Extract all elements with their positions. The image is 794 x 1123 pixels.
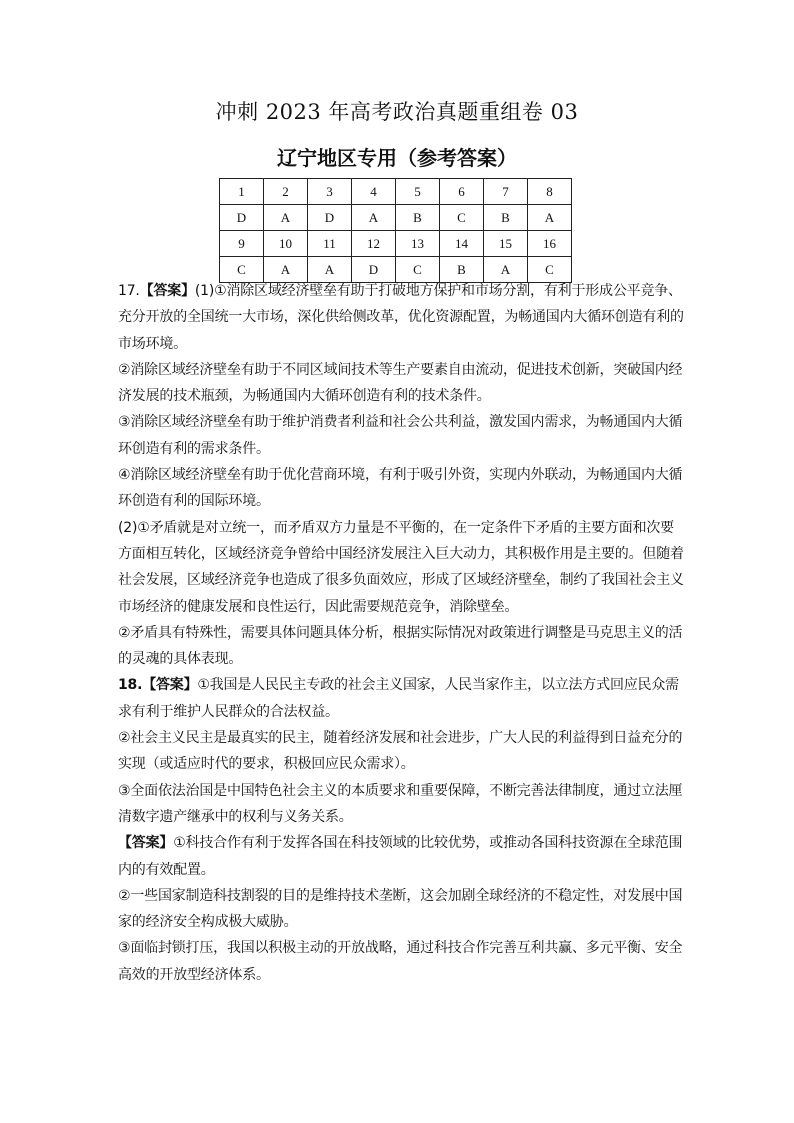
page-title: 冲刺 2023 年高考政治真题重组卷 03 bbox=[215, 100, 579, 124]
q18-answer-line: 18.【答案】①我国是人民民主专政的社会主义国家，人民当家作主，以立法方式回应民众需求有利于维护人民群众的合法权益。 bbox=[118, 677, 679, 720]
question-number-cell: 4 bbox=[352, 179, 396, 205]
q19-answer-line: ③面临封锁打压，我国以积极主动的开放战略，通过科技合作完善互利共赢、多元平衡、安全高效的开放型经济体系。 bbox=[118, 940, 683, 983]
q17-answer-line: ②矛盾具有特殊性，需要具体问题具体分析，根据实际情况对政策进行调整是马克思主义的活的灵魂的具体表现。 bbox=[118, 624, 683, 668]
q17-answer-line: ②消除区域经济壁垒有助于不同区域间技术等生产要素自由流动，促进技术创新，突破国内经济发展的技术瓶颈，为畅通国内大循环创造有利的技术条件。 bbox=[118, 361, 683, 405]
question-number-cell: 6 bbox=[440, 179, 484, 205]
answer-row bbox=[220, 205, 572, 231]
answer-cell: B bbox=[484, 205, 528, 231]
answer-cell: C bbox=[440, 205, 484, 231]
question-number-cell: 8 bbox=[528, 179, 572, 205]
q18-answer-line: ③全面依法治国是中国特色社会主义的本质要求和重要保障，不断完善法律制度，通过立法厘清数字遗产继承中的权利与义务关系。 bbox=[118, 782, 683, 825]
question-number-cell: 15 bbox=[484, 231, 528, 257]
question-number-cell: 1 bbox=[220, 179, 264, 205]
answer-cell: A bbox=[352, 205, 396, 231]
question-number-row bbox=[220, 231, 572, 257]
answer-cell: C bbox=[396, 257, 440, 283]
question-number-cell: 10 bbox=[264, 231, 308, 257]
question-number-cell: 14 bbox=[440, 231, 484, 257]
answer-cell: D bbox=[352, 257, 396, 283]
q17-answer-line: 17.【答案】(1)①消除区域经济壁垒有助于打破地方保护和市场分割，有利于形成公平竞争、充分开放的全国统一大市场，深化供给侧改革，优化资源配置，为畅通国内大循环创造有利的市场环境。 bbox=[118, 283, 684, 352]
q18-answer-line: ②社会主义民主是最真实的民主，随着经济发展和社会进步，广大人民的利益得到日益充分的实现（或适应时代的要求，积极回应民众需求）。 bbox=[118, 730, 683, 773]
q18-number: 18. bbox=[118, 677, 143, 694]
question-number-row bbox=[220, 179, 572, 205]
question-number-cell: 7 bbox=[484, 179, 528, 205]
question-number-cell: 12 bbox=[352, 231, 396, 257]
question-number-cell: 16 bbox=[528, 231, 572, 257]
q17-answer-line: ④消除区域经济壁垒有助于优化营商环境，有利于吸引外资，实现内外联动，为畅通国内大循环创造有利的国际环境。 bbox=[118, 467, 683, 510]
answer-cell: A bbox=[308, 257, 352, 283]
answer-tag: 【答案】 bbox=[142, 677, 198, 694]
q19-answer-line: 【答案】①科技合作有利于发挥各国在科技领域的比较优势，或推动各国科技资源在全球范围内的有效配置。 bbox=[118, 835, 683, 878]
q17-number: 17. bbox=[118, 283, 140, 299]
answer-tag: 【答案】 bbox=[118, 835, 174, 852]
answer-tag: 【答案】 bbox=[139, 283, 195, 299]
q17-answer-line: (2)①矛盾就是对立统一，而矛盾双方力量是不平衡的，在一定条件下矛盾的主要方面和次要方面相互转化，区域经济竞争曾给中国经济发展注入巨大动力，其积极作用是主要的。但随着社会发展，区域经济竞争也造成了很多负面效应，形成了区域经济壁垒，制约了我国社会主义市场经济的健康发展和良性运行，因此需要规范竞争，消除壁垒。 bbox=[118, 519, 684, 615]
answer-cell: A bbox=[484, 257, 528, 283]
answer-cell: A bbox=[264, 205, 308, 231]
q19-answer-line: ②一些国家制造科技割裂的目的是维持技术垄断，这会加剧全球经济的不稳定性，对发展中国家的经济安全构成极大威胁。 bbox=[118, 887, 683, 931]
page-subtitle: 辽宁地区专用（参考答案） bbox=[277, 146, 517, 170]
q17-answer-line: ③消除区域经济壁垒有助于维护消费者利益和社会公共利益，激发国内需求，为畅通国内大循环创造有利的需求条件。 bbox=[118, 414, 683, 457]
question-number-cell: 5 bbox=[396, 179, 440, 205]
answer-cell: C bbox=[528, 257, 572, 283]
question-number-cell: 9 bbox=[220, 231, 264, 257]
answer-cell: D bbox=[308, 205, 352, 231]
answer-cell: C bbox=[220, 257, 264, 283]
answer-cell: D bbox=[220, 205, 264, 231]
answer-cell: A bbox=[528, 205, 572, 231]
question-number-cell: 2 bbox=[264, 179, 308, 205]
answer-content bbox=[118, 278, 684, 988]
question-number-cell: 13 bbox=[396, 231, 440, 257]
answer-cell: B bbox=[440, 257, 484, 283]
answer-cell: A bbox=[264, 257, 308, 283]
answer-cell: B bbox=[396, 205, 440, 231]
question-number-cell: 3 bbox=[308, 179, 352, 205]
answer-table bbox=[219, 178, 572, 283]
question-number-cell: 11 bbox=[308, 231, 352, 257]
